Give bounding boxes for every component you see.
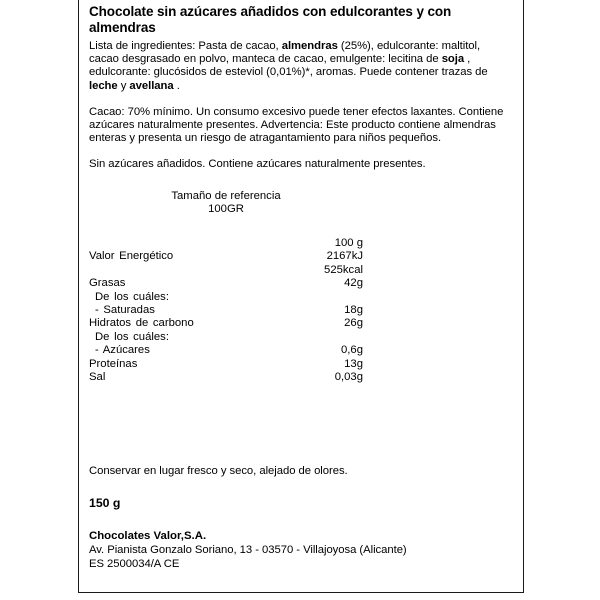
nutrition-row bbox=[89, 264, 363, 277]
nutrition-row bbox=[89, 371, 363, 384]
nutrition-row-label: - Azúcares bbox=[95, 344, 150, 357]
nutrition-header-row bbox=[89, 237, 363, 250]
nutrition-row bbox=[89, 358, 363, 371]
nutrition-row bbox=[89, 331, 363, 344]
nutrition-row bbox=[89, 304, 363, 317]
footer-zone bbox=[89, 465, 513, 571]
nutrition-header-spacer bbox=[89, 237, 259, 250]
health-mark: ES 2500034/A CE bbox=[89, 557, 180, 570]
nutrition-row-value: 0,6g bbox=[341, 344, 363, 357]
allergen-almendras: almendras bbox=[281, 40, 338, 52]
nutrition-row-label: Valor Energético bbox=[89, 250, 174, 263]
nutrition-row bbox=[89, 317, 363, 330]
ingredients-suffix: . bbox=[173, 79, 180, 92]
nutrition-row bbox=[89, 291, 363, 304]
reference-size-heading: Tamaño de referencia bbox=[171, 189, 281, 202]
allergen-soja: soja bbox=[441, 53, 465, 66]
nutrition-row bbox=[89, 250, 363, 263]
nutrition-row bbox=[89, 277, 363, 290]
storage-instructions: Conservar en lugar fresco y seco, alejado de olores. bbox=[89, 464, 348, 477]
nutrition-row-label: De los cuáles: bbox=[95, 330, 169, 343]
nutrition-table bbox=[89, 237, 363, 384]
nutrition-row-label: Grasas bbox=[89, 277, 126, 290]
ingredients-list bbox=[89, 40, 513, 93]
nutrition-row-value bbox=[259, 331, 363, 344]
nutrition-row-label: Hidratos de carbono bbox=[89, 317, 194, 330]
allergen-leche: leche bbox=[89, 79, 118, 92]
nutrition-row-value: 13g bbox=[344, 357, 363, 370]
nutrition-row-label: De los cuáles: bbox=[95, 290, 169, 303]
nutrition-label-panel bbox=[78, 0, 524, 593]
net-weight: 150 g bbox=[89, 495, 121, 510]
ingredients-prefix: Lista de ingredientes: Pasta de cacao, bbox=[89, 40, 282, 52]
company-name: Chocolates Valor,S.A. bbox=[89, 529, 207, 542]
sugar-claim-text: Sin azúcares añadidos. Contiene azúcares naturalmente presentes. bbox=[89, 158, 426, 171]
reference-size-value: 100GR bbox=[208, 202, 244, 215]
ingredients-mid3: y bbox=[117, 79, 130, 92]
nutrition-row bbox=[89, 344, 363, 357]
nutrition-row-value: 42g bbox=[344, 277, 363, 290]
cacao-warning-text: Cacao: 70% mínimo. Un consumo excesivo puede tener efectos laxantes. Contiene azúcares naturalmente presentes. Advertencia: Este producto contiene almendras enteras y presenta un riesgo de atragantamiento para niños pequeños. bbox=[89, 105, 504, 145]
nutrition-table-body bbox=[89, 237, 363, 384]
nutrition-row-value: 2167kJ bbox=[326, 250, 363, 263]
nutrition-row-label bbox=[89, 264, 259, 277]
nutrition-column-header: 100 g bbox=[334, 237, 363, 250]
allergen-avellana: avellana bbox=[129, 79, 174, 92]
nutrition-row-value: 0,03g bbox=[334, 371, 363, 384]
nutrition-row-value: 26g bbox=[344, 317, 363, 330]
nutrition-row-value: 18g bbox=[344, 304, 363, 317]
nutrition-row-label: Proteínas bbox=[89, 357, 138, 370]
reference-size-block bbox=[89, 190, 363, 216]
product-title: Chocolate sin azúcares añadidos con edulcorantes y con almendras bbox=[89, 4, 452, 35]
ingredients-mid1: (25%), edulcorante: maltitol, cacao desgrasado en polvo, manteca de cacao, emulgente: lecitina de bbox=[89, 40, 481, 66]
spacer bbox=[89, 93, 513, 106]
nutrition-row-label: Sal bbox=[89, 371, 106, 384]
nutrition-row-value bbox=[259, 291, 363, 304]
ingredients-mid2: , edulcorante: glucósidos de esteviol (0,01%)*, aromas. Puede contener trazas de bbox=[89, 53, 488, 79]
company-address: Av. Pianista Gonzalo Soriano, 13 - 03570 - Villajoyosa (Alicante) bbox=[89, 543, 407, 556]
nutrition-row-label: - Saturadas bbox=[95, 304, 155, 317]
spacer bbox=[89, 145, 513, 158]
nutrition-row-value: 525kcal bbox=[324, 263, 363, 276]
